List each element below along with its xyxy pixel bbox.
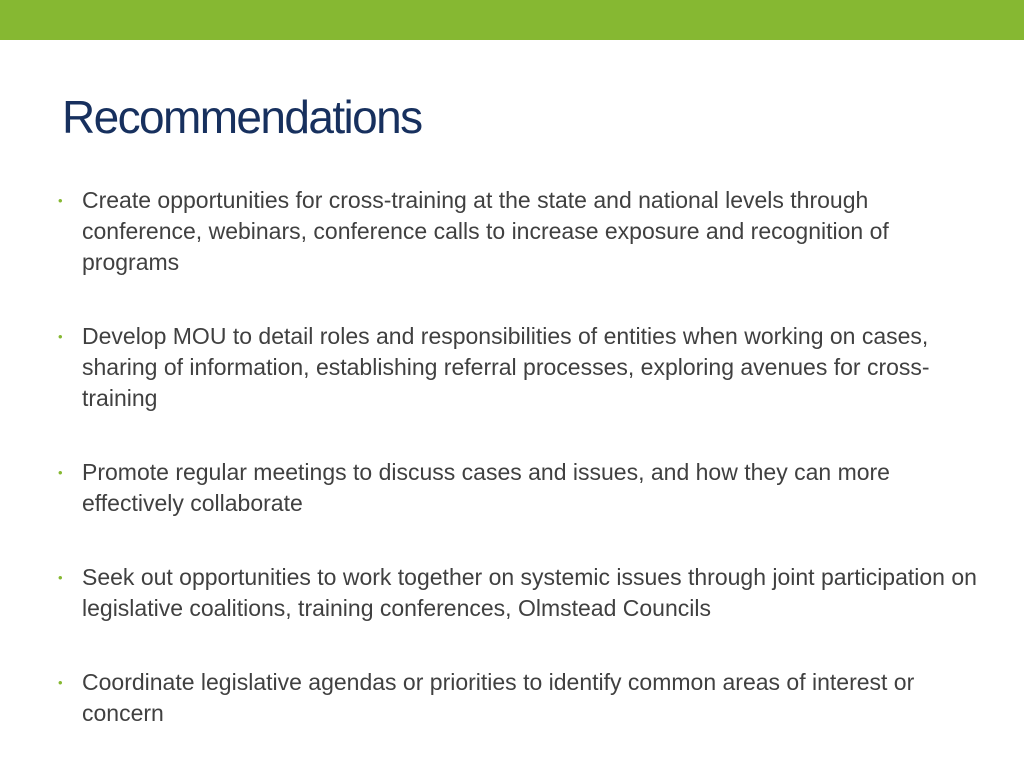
bullet-item (58, 562, 982, 624)
top-accent-bar (0, 0, 1024, 40)
bullet-text: Coordinate legislative agendas or priorities to identify common areas of interest or concern (82, 669, 915, 726)
bullet-text: Promote regular meetings to discuss cases and issues, and how they can more effectively collaborate (82, 459, 890, 516)
bullet-dot-icon: • (58, 570, 63, 585)
bullet-item (58, 457, 982, 519)
bullet-dot-icon: • (58, 675, 63, 690)
bullet-dot-icon: • (58, 329, 63, 344)
bullet-text: Develop MOU to detail roles and responsibilities of entities when working on cases, sharing of information, establishing referral processes, exploring avenues for cross-training (82, 323, 930, 411)
slide-title: Recommendations (62, 91, 422, 143)
bullet-dot-icon: • (58, 465, 63, 480)
bullet-dot-icon: • (58, 193, 63, 208)
bullet-text: Seek out opportunities to work together on systemic issues through joint participation on legislative coalitions, training conferences, Olmstead Councils (82, 564, 977, 621)
bullet-item (58, 667, 982, 729)
bullet-text: Create opportunities for cross-training at the state and national levels through conference, webinars, conference calls to increase exposure and recognition of programs (82, 187, 889, 275)
bullet-item (58, 321, 982, 414)
bullet-list (58, 185, 982, 729)
bullet-item (58, 185, 982, 278)
